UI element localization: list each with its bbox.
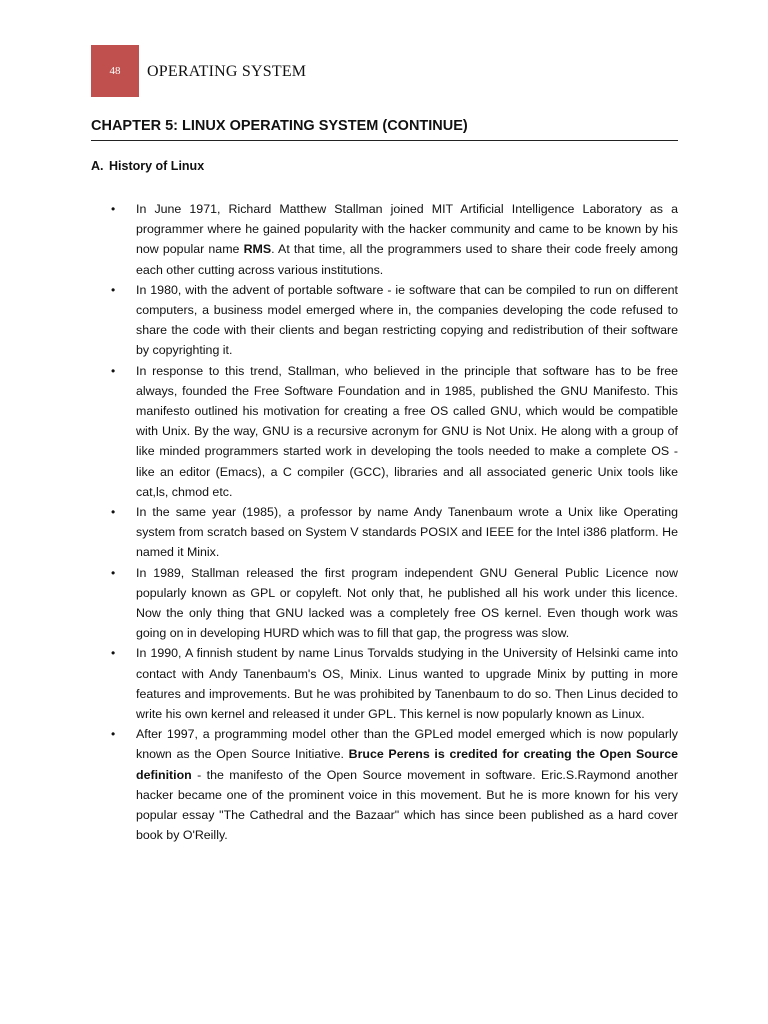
bullet-icon: •	[111, 202, 116, 216]
running-header-title: OPERATING SYSTEM	[147, 63, 307, 80]
bullet-text: In 1989, Stallman released the first program independent GNU General Public Licence now popularly known as GPL or copyleft. Not only that, he published all his work under this licence. Now the only thing that GNU lacked was a completely free OS kernel. Even though work was going on in developing HURD which was to fill that gap, the progress was slow.	[136, 565, 678, 641]
bullet-text: In 1990, A finnish student by name Linus Torvalds studying in the University of Helsinki came into contact with Andy Tanenbaum's OS, Minix. Linus wanted to upgrade Minix by putting in more features and improvements. But he was prohibited by Tanenbaum to do so. Then Linus decided to write his own kernel and released it under GPL. This kernel is now popularly known as Linux.	[136, 646, 678, 722]
list-item	[111, 280, 678, 361]
bullet-bold-text: RMS	[243, 242, 272, 257]
bullet-icon: •	[111, 505, 116, 520]
list-item	[111, 643, 678, 724]
bullet-bold-text: Bruce Perens is credited for creating the Open Source definition	[136, 747, 678, 782]
history-bullet-list	[111, 199, 678, 846]
bullet-text: - the manifesto of the Open Source movement in software. Eric.S.Raymond another hacker became one of the prominent voice in this movement. But he is more known for his very popular essay "The Cathedral and the Bazaar" which has since been published as a hard cover book by O'Reilly.	[136, 767, 678, 843]
section-letter: A.	[91, 159, 104, 173]
list-item	[111, 199, 678, 280]
bullet-icon: •	[111, 363, 116, 378]
bullet-text: . At that time, all the programmers used to share their code freely among each other cutting across various institutions.	[136, 242, 678, 277]
list-item	[111, 502, 678, 563]
bullet-icon: •	[111, 282, 116, 297]
bullet-text: In June 1971, Richard Matthew Stallman joined MIT Artificial Intelligence Laboratory as a programmer where he gained popularity with the hacker community and came to be known by his now popular name	[136, 202, 678, 257]
list-item	[111, 361, 678, 502]
chapter-title: CHAPTER 5: LINUX OPERATING SYSTEM (CONTINUE)	[91, 118, 678, 141]
page-number: 48	[109, 65, 121, 77]
bullet-text: In 1980, with the advent of portable software - ie software that can be compiled to run on different computers, a business model emerged where in, the companies developing the code refused to share the code with their clients and began restricting copying and redistribution of their software by copyrighting it.	[136, 282, 678, 358]
bullet-text: In the same year (1985), a professor by name Andy Tanenbaum wrote a Unix like Operating system from scratch based on System V standards POSIX and IEEE for the Intel i386 platform. He named it Minix.	[136, 505, 678, 560]
section-title: History of Linux	[109, 159, 205, 173]
section-heading	[91, 159, 204, 173]
list-item	[111, 724, 678, 845]
bullet-icon: •	[111, 646, 116, 661]
page-number-badge	[91, 45, 139, 97]
bullet-icon: •	[111, 727, 116, 742]
bullet-text: After 1997, a programming model other than the GPLed model emerged which is now popularly known as the Open Source Initiative.	[136, 727, 678, 762]
bullet-icon: •	[111, 565, 116, 580]
list-item	[111, 563, 678, 644]
bullet-text: In response to this trend, Stallman, who believed in the principle that software has to be free always, founded the Free Software Foundation and in 1985, published the GNU Manifesto. This manifesto outlined his motivation for creating a free OS called GNU, which would be compatible with Unix. By the way, GNU is a recursive acronym for GNU is Not Unix. He along with a group of like minded programmers started work in developing the tools needed to make a complete OS - like an editor (Emacs), a C compiler (GCC), libraries and all associated generic Unix tools like cat,ls, chmod etc.	[136, 363, 678, 499]
